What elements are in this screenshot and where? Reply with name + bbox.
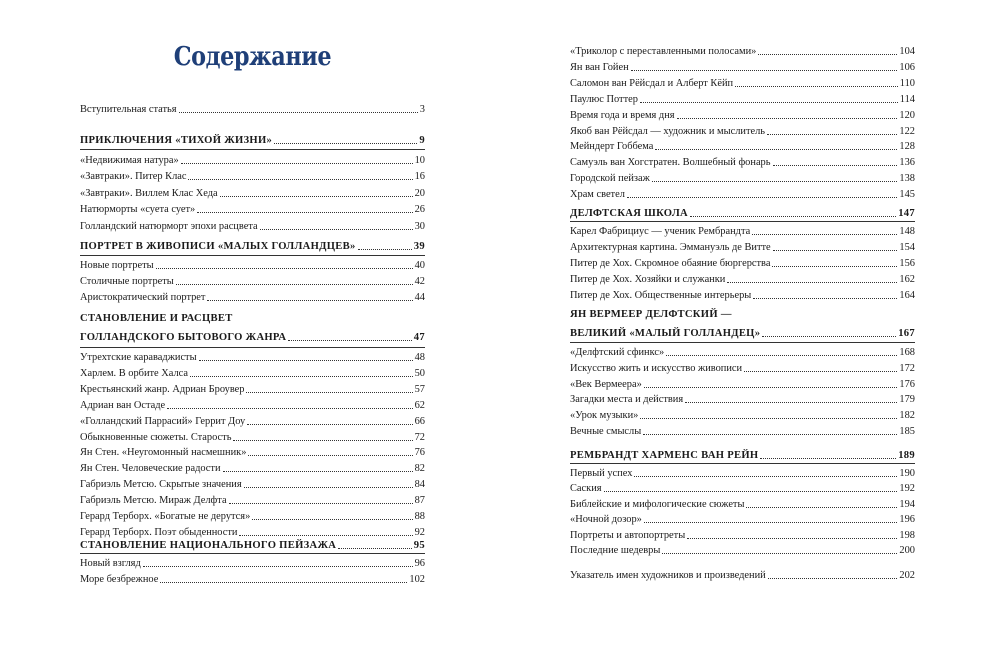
toc-page-number: 42 (414, 276, 425, 288)
dot-leader (773, 165, 898, 166)
toc-entry[interactable] (570, 466, 915, 480)
toc-page-number: 30 (414, 220, 425, 232)
toc-title: Портреты и автопортреты (570, 529, 686, 541)
toc-title: «Делфтский сфинкс» (570, 347, 665, 358)
toc-entry[interactable] (570, 44, 915, 58)
toc-title: Герард Терборх. Поэт обыденности (80, 526, 238, 538)
toc-page-number: 47 (413, 332, 425, 343)
dot-leader (760, 458, 896, 459)
toc-section-heading[interactable] (570, 326, 915, 340)
toc-page-number: 120 (899, 109, 915, 121)
toc-title: Паулюс Поттер (570, 93, 638, 105)
toc-title: Питер де Хох. Скромное обаяние бюргерства (570, 258, 771, 269)
dot-leader (752, 234, 897, 235)
toc-title: Последние шедевры (570, 545, 661, 556)
toc-entry[interactable] (570, 497, 915, 511)
dot-leader (762, 336, 896, 337)
toc-title: «Ночной дозор» (570, 514, 642, 526)
toc-title: Храм светел (570, 189, 625, 201)
page-title: Содержание (173, 42, 332, 72)
toc-title: «Недвижимая натура» (80, 155, 179, 166)
toc-section-heading[interactable] (80, 133, 425, 147)
toc-section-heading[interactable] (80, 239, 425, 253)
toc-entry[interactable] (570, 76, 915, 90)
toc-title: ПОРТРЕТ В ЖИВОПИСИ «МАЛЫХ ГОЛЛАНДЦЕВ» (80, 241, 356, 252)
dot-leader (220, 196, 413, 197)
toc-title: Первый успех (570, 468, 633, 479)
toc-entry[interactable] (80, 219, 425, 233)
toc-entry[interactable] (570, 543, 915, 557)
toc-page-number: 92 (414, 526, 425, 538)
toc-entry[interactable] (570, 171, 915, 185)
toc-page-number: 189 (898, 450, 915, 461)
toc-entry[interactable] (80, 461, 425, 475)
toc-title: Городской пейзаж (570, 173, 650, 185)
toc-entry[interactable] (80, 525, 425, 539)
dot-leader (746, 507, 897, 508)
dot-leader (634, 476, 897, 477)
toc-page-number: 190 (899, 468, 915, 479)
toc-entry[interactable] (570, 361, 915, 375)
toc-entry[interactable] (570, 240, 915, 254)
section-heading-line1: СТАНОВЛЕНИЕ И РАСЦВЕТ (80, 313, 233, 324)
section-rule (570, 221, 915, 222)
toc-entry[interactable] (80, 493, 425, 507)
toc-title: Питер де Хох. Общественные интерьеры (570, 290, 752, 301)
toc-title: Адриан ван Остаде (80, 399, 166, 411)
dot-leader (687, 538, 897, 539)
dot-leader (753, 298, 897, 299)
toc-entry-index[interactable] (570, 568, 915, 582)
toc-page-number: 114 (899, 93, 915, 105)
dot-leader (773, 250, 898, 251)
toc-page-number: 182 (899, 410, 915, 422)
toc-title: «Триколор с переставленными полосами» (570, 46, 757, 57)
toc-title: Карел Фабрициус — ученик Рембрандта (570, 226, 751, 237)
toc-title: Архитектурная картина. Эммануэль де Витте (570, 242, 771, 253)
toc-entry[interactable] (570, 528, 915, 542)
dot-leader (655, 149, 897, 150)
toc-entry[interactable] (80, 398, 425, 412)
section-rule (80, 255, 425, 256)
toc-entry[interactable] (80, 572, 425, 586)
toc-entry[interactable] (570, 408, 915, 422)
toc-page-number: 62 (414, 399, 425, 411)
toc-page-number: 16 (414, 171, 425, 183)
dot-leader (229, 503, 413, 504)
toc-entry[interactable] (80, 350, 425, 364)
toc-entry[interactable] (80, 414, 425, 428)
toc-entry[interactable] (570, 272, 915, 286)
toc-title: «Завтраки». Питер Клас (80, 171, 187, 183)
dot-leader (758, 54, 897, 55)
toc-entry[interactable] (80, 430, 425, 444)
toc-title: Время года и время дня (570, 109, 675, 121)
toc-page-number: 9 (419, 135, 425, 146)
toc-page-number: 122 (899, 125, 915, 137)
toc-page-number: 156 (899, 258, 915, 269)
toc-title: Саломон ван Рёйсдал и Алберт Кёйп (570, 77, 734, 89)
toc-page-number: 167 (898, 328, 915, 339)
toc-title: СТАНОВЛЕНИЕ НАЦИОНАЛЬНОГО ПЕЙЗАЖА (80, 540, 337, 551)
dot-leader (244, 487, 413, 488)
toc-page-number: 147 (898, 208, 915, 219)
toc-title: Габриэль Метсю. Скрытые значения (80, 479, 242, 491)
toc-entry[interactable] (80, 382, 425, 396)
dot-leader (188, 179, 412, 180)
dot-leader (627, 197, 898, 198)
toc-page-number: 106 (899, 61, 915, 73)
toc-page-number: 194 (899, 498, 915, 510)
toc-entry[interactable] (570, 288, 915, 302)
toc-entry[interactable] (570, 60, 915, 74)
dot-leader (233, 440, 412, 441)
dot-leader (690, 216, 896, 217)
toc-page-number: 172 (899, 362, 915, 374)
toc-page-number: 95 (413, 540, 425, 551)
dot-leader (252, 519, 412, 520)
toc-page-number: 48 (414, 352, 425, 363)
dot-leader (143, 566, 413, 567)
toc-page-number: 138 (899, 173, 915, 185)
dot-leader (176, 284, 413, 285)
dot-leader (662, 553, 897, 554)
dot-leader (631, 70, 898, 71)
toc-page-number: 84 (414, 479, 425, 491)
toc-title: «Завтраки». Виллем Клас Хеда (80, 187, 218, 199)
toc-page-number: 88 (414, 511, 425, 522)
dot-leader (190, 376, 413, 377)
toc-page-number: 196 (899, 514, 915, 526)
toc-page-number: 50 (414, 367, 425, 379)
toc-entry[interactable] (80, 274, 425, 288)
toc-entry[interactable] (80, 290, 425, 304)
toc-title: РЕМБРАНДТ ХАРМЕНС ВАН РЕЙН (570, 450, 759, 461)
toc-entry[interactable] (80, 366, 425, 380)
toc-title: Самуэль ван Хогстратен. Волшебный фонарь (570, 157, 771, 169)
dot-leader (179, 112, 418, 113)
toc-entry[interactable] (80, 445, 425, 459)
dot-leader (767, 134, 897, 135)
toc-page-number: 26 (414, 204, 425, 216)
dot-leader (640, 418, 897, 419)
toc-page-number: 96 (414, 558, 425, 569)
toc-page-number: 110 (899, 77, 915, 89)
dot-leader (666, 355, 897, 356)
dot-leader (604, 491, 898, 492)
toc-title: Якоб ван Рёйсдал — художник и мыслитель (570, 125, 766, 137)
dot-leader (197, 212, 412, 213)
toc-page-number: 154 (899, 242, 915, 253)
dot-leader (288, 340, 411, 341)
dot-leader (768, 578, 898, 579)
toc-title: Вступительная статья (80, 104, 177, 115)
dot-leader (640, 102, 898, 103)
dot-leader (644, 387, 898, 388)
toc-entry-intro[interactable] (80, 102, 425, 116)
toc-entry[interactable] (570, 224, 915, 238)
toc-title: Столичные портреты (80, 276, 174, 288)
toc-page-number: 185 (899, 426, 915, 437)
toc-entry[interactable] (570, 187, 915, 201)
toc-page-number: 72 (414, 431, 425, 443)
dot-leader (246, 392, 412, 393)
toc-section-heading[interactable] (80, 538, 425, 552)
toc-page-number: 3 (419, 104, 425, 115)
dot-leader (338, 548, 412, 549)
toc-entry[interactable] (570, 345, 915, 359)
toc-entry[interactable] (80, 202, 425, 216)
toc-title: «Век Вермеера» (570, 378, 642, 390)
toc-title: Аристократический портрет (80, 292, 206, 304)
toc-title: Утрехтские караваджисты (80, 352, 197, 363)
toc-title: Ян ван Гойен (570, 61, 629, 73)
toc-entry[interactable] (570, 392, 915, 406)
toc-entry[interactable] (80, 186, 425, 200)
toc-title: Искусство жить и искусство живописи (570, 362, 743, 374)
toc-section-heading[interactable] (570, 448, 915, 462)
toc-entry[interactable] (80, 509, 425, 523)
toc-page-number: 40 (414, 260, 425, 271)
toc-title: Голландский натюрморт эпохи расцвета (80, 220, 258, 232)
toc-section-heading[interactable] (570, 206, 915, 220)
dot-leader (247, 424, 412, 425)
toc-entry[interactable] (80, 477, 425, 491)
toc-page-number: 20 (414, 187, 425, 199)
toc-title: Обыкновенные сюжеты. Старость (80, 431, 232, 443)
toc-entry[interactable] (80, 556, 425, 570)
toc-title: Море безбрежное (80, 573, 159, 585)
toc-title: ВЕЛИКИЙ «МАЛЫЙ ГОЛЛАНДЕЦ» (570, 328, 761, 339)
toc-title: Вечные смыслы (570, 426, 642, 437)
dot-leader (772, 266, 897, 267)
dot-leader (199, 360, 413, 361)
toc-page-number: 82 (414, 463, 425, 475)
toc-entry[interactable] (80, 169, 425, 183)
section-rule (570, 342, 915, 343)
toc-title: Мейндерт Гоббема (570, 141, 654, 153)
toc-page-number: 200 (899, 545, 915, 556)
dot-leader (223, 471, 413, 472)
toc-title: Крестьянский жанр. Адриан Броувер (80, 383, 245, 395)
toc-page-number: 136 (899, 157, 915, 169)
toc-entry[interactable] (80, 153, 425, 167)
toc-page-number: 104 (899, 46, 915, 57)
toc-title: Загадки места и действия (570, 394, 684, 406)
dot-leader (677, 118, 898, 119)
section-rule (80, 149, 425, 150)
section-rule (80, 347, 425, 348)
dot-leader (181, 163, 413, 164)
toc-page-number: 145 (899, 189, 915, 201)
toc-page-number: 39 (413, 241, 425, 252)
dot-leader (727, 282, 897, 283)
dot-leader (207, 300, 412, 301)
toc-page-number: 179 (899, 394, 915, 406)
toc-page-number: 128 (899, 141, 915, 153)
toc-page-number: 44 (414, 292, 425, 304)
toc-title: Харлем. В орбите Халса (80, 367, 189, 379)
section-rule (80, 553, 425, 554)
toc-page-number: 162 (899, 274, 915, 285)
toc-title: Новый взгляд (80, 558, 141, 569)
dot-leader (160, 582, 407, 583)
dot-leader (156, 268, 413, 269)
toc-title: Указатель имен художников и произведений (570, 570, 766, 581)
toc-entry[interactable] (570, 377, 915, 391)
dot-leader (167, 408, 412, 409)
toc-entry[interactable] (570, 92, 915, 106)
toc-title: ПРИКЛЮЧЕНИЯ «ТИХОЙ ЖИЗНИ» (80, 135, 273, 146)
toc-entry[interactable] (570, 481, 915, 495)
toc-title: Габриэль Метсю. Мираж Делфта (80, 495, 227, 507)
toc-entry[interactable] (570, 155, 915, 169)
toc-page-number: 148 (899, 226, 915, 237)
toc-entry[interactable] (570, 256, 915, 270)
toc-title: Новые портреты (80, 260, 154, 271)
dot-leader (644, 522, 898, 523)
toc-page-number: 164 (899, 290, 915, 301)
toc-entry[interactable] (570, 424, 915, 438)
toc-title: Герард Терборх. «Богатые не дерутся» (80, 511, 251, 522)
toc-title: «Голландский Паррасий» Геррит Доу (80, 415, 246, 427)
toc-entry[interactable] (80, 258, 425, 272)
dot-leader (643, 434, 897, 435)
toc-page-number: 102 (409, 573, 425, 585)
toc-page-number: 202 (899, 570, 915, 581)
toc-entry[interactable] (570, 108, 915, 122)
toc-title: Ян Стен. «Неугомонный насмешник» (80, 447, 247, 459)
toc-page-number: 168 (899, 347, 915, 358)
section-heading-line1: ЯН ВЕРМЕЕР ДЕЛФТСКИЙ — (570, 309, 732, 320)
dot-leader (744, 371, 897, 372)
dot-leader (685, 402, 897, 403)
toc-title: Саския (570, 483, 602, 495)
toc-title: Ян Стен. Человеческие радости (80, 463, 221, 475)
toc-page-number: 87 (414, 495, 425, 507)
dot-leader (239, 535, 412, 536)
section-rule (570, 463, 915, 464)
toc-page-number: 66 (414, 415, 425, 427)
dot-leader (735, 86, 898, 87)
toc-title: Библейские и мифологические сюжеты (570, 498, 745, 510)
toc-title: Натюрморты «суета сует» (80, 204, 196, 216)
toc-title: ДЕЛФТСКАЯ ШКОЛА (570, 208, 688, 219)
dot-leader (248, 455, 412, 456)
dot-leader (652, 181, 898, 182)
toc-title: «Урок музыки» (570, 410, 639, 422)
toc-page-number: 57 (414, 383, 425, 395)
dot-leader (358, 249, 412, 250)
toc-title: ГОЛЛАНДСКОГО БЫТОВОГО ЖАНРА (80, 332, 287, 343)
toc-entry[interactable] (570, 139, 915, 153)
toc-section-heading[interactable] (80, 330, 425, 344)
toc-entry[interactable] (570, 512, 915, 526)
toc-page-number: 198 (899, 529, 915, 541)
toc-page-number: 10 (414, 155, 425, 166)
dot-leader (260, 229, 413, 230)
toc-page-number: 192 (899, 483, 915, 495)
dot-leader (274, 143, 417, 144)
toc-entry[interactable] (570, 124, 915, 138)
toc-page-number: 176 (899, 378, 915, 390)
toc-title: Питер де Хох. Хозяйки и служанки (570, 274, 726, 285)
toc-page-number: 76 (414, 447, 425, 459)
